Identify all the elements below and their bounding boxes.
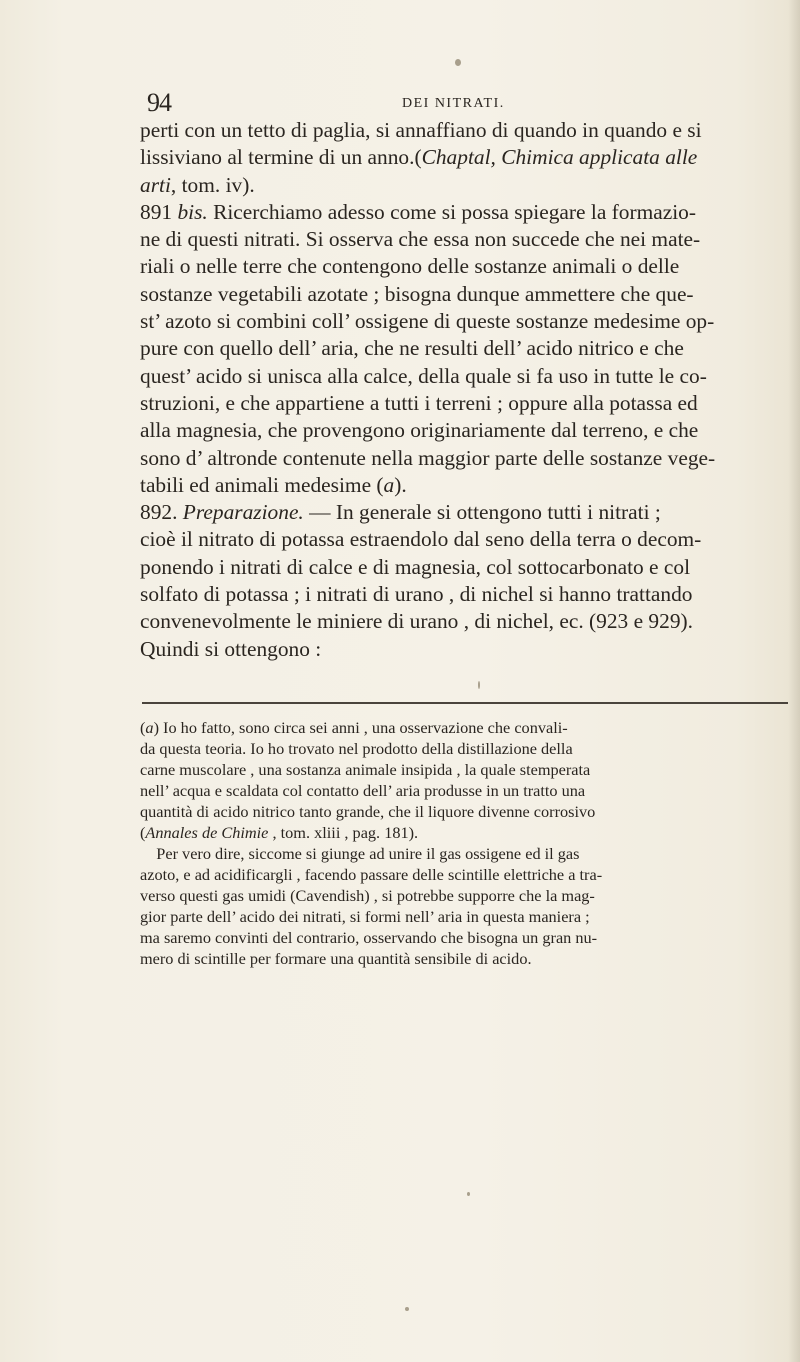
- footnote-line: [140, 801, 800, 822]
- page-header: [147, 88, 677, 118]
- text-line: [140, 253, 800, 280]
- text-run: — In generale si ottengono tutti i nitrati ;: [303, 500, 661, 525]
- footnote-line: [140, 717, 800, 738]
- footnote-line: [140, 885, 800, 906]
- text-run: ne di questi nitrati. Si osserva che essa non succede che nei mate-: [140, 227, 701, 252]
- main-text: [140, 117, 800, 663]
- running-head: DEI NITRATI.: [402, 96, 505, 111]
- text-line: [140, 445, 800, 472]
- text-run: Quindi si ottengono :: [140, 636, 322, 661]
- text-line: [140, 363, 800, 390]
- italic-text: Annales de Chimie: [145, 823, 269, 842]
- footnote-line: [140, 864, 800, 885]
- footnote-line: [140, 927, 800, 948]
- text-line: [140, 117, 800, 144]
- text-run: (: [140, 718, 146, 737]
- text-run: (: [140, 823, 146, 842]
- footnote-line: [140, 759, 800, 780]
- paper-speck: [455, 59, 461, 66]
- text-run: perti con un tetto di paglia, si annaffiano di quando in quando e si: [140, 118, 702, 142]
- text-line: [140, 144, 800, 171]
- text-run: ma saremo convinti del contrario, osservando che bisogna un gran nu-: [140, 928, 598, 947]
- footnote-line: [140, 948, 800, 969]
- text-run: 892.: [140, 500, 183, 525]
- text-run: lissiviano al termine di un anno.(: [140, 145, 422, 170]
- text-run: nell’ acqua e scaldata col contatto dell’ aria produsse in un tratto una: [140, 781, 586, 800]
- italic-text: bis.: [177, 199, 208, 224]
- footnote-line: [140, 906, 800, 927]
- text-run: convenevolmente le miniere di urano , di nichel, ec. (923 e 929).: [140, 609, 693, 634]
- text-line: [140, 199, 800, 226]
- footnote-line: [140, 780, 800, 801]
- text-run: tabili ed animali medesime (: [140, 472, 384, 497]
- text-run: , tom. iv).: [170, 172, 255, 197]
- text-run: mero di scintille per formare una quantità sensibile di acido.: [140, 949, 532, 968]
- text-line: [140, 335, 800, 362]
- text-line: [140, 608, 800, 635]
- text-run: quantità di acido nitrico tanto grande, che il liquore divenne corrosivo: [140, 802, 596, 821]
- text-run: da questa teoria. Io ho trovato nel prodotto della distillazione della: [140, 739, 573, 758]
- text-line: [140, 499, 800, 526]
- text-run: pure con quello dell’ aria, che ne resulti dell’ acido nitrico e che: [140, 336, 684, 361]
- text-line: [140, 581, 800, 608]
- text-line: [140, 526, 800, 553]
- paper-speck: [405, 1307, 409, 1311]
- italic-text: Preparazione.: [182, 500, 304, 525]
- text-run: gior parte dell’ acido dei nitrati, si formi nell’ aria in questa maniera ;: [140, 907, 590, 926]
- footnote: [140, 717, 800, 969]
- footnote-divider: [142, 702, 788, 704]
- text-line: [140, 172, 800, 199]
- footnote-line: [140, 822, 800, 843]
- text-line: [140, 226, 800, 253]
- text-line: [140, 417, 800, 444]
- text-line: [140, 554, 800, 581]
- text-run: riali o nelle terre che contengono delle sostanze animali o delle: [140, 254, 680, 279]
- italic-text: arti: [140, 172, 171, 197]
- text-line: [140, 308, 800, 335]
- footnote-line: [140, 843, 800, 864]
- text-line: [140, 636, 800, 663]
- text-run: sono d’ altronde contenute nella maggior parte delle sostanze vege-: [140, 445, 716, 470]
- text-run: ponendo i nitrati di calce e di magnesia, col sottocarbonato e col: [140, 554, 691, 579]
- text-run: sostanze vegetabili azotate ; bisogna dunque ammettere che que-: [140, 281, 694, 306]
- text-run: verso questi gas umidi (Cavendish) , si potrebbe supporre che la mag-: [140, 886, 595, 905]
- paper-speck: [467, 1192, 470, 1196]
- italic-text: Chaptal, Chimica applicata alle: [421, 145, 698, 170]
- text-run: alla magnesia, che provengono originariamente dal terreno, e che: [140, 418, 699, 443]
- text-run: Per vero dire, siccome si giunge ad unire il gas ossigene ed il gas: [140, 844, 580, 863]
- text-run: struzioni, e che appartiene a tutti i terreni ; oppure alla potassa ed: [140, 390, 698, 415]
- text-run: solfato di potassa ; i nitrati di urano , di nichel si hanno trattando: [140, 582, 693, 607]
- text-line: [140, 390, 800, 417]
- text-run: cioè il nitrato di potassa estraendolo dal seno della terra o decom-: [140, 527, 702, 552]
- text-line: [140, 472, 800, 499]
- italic-text: a: [383, 472, 395, 497]
- text-run: ).: [394, 472, 407, 497]
- text-line: [140, 281, 800, 308]
- footnote-line: [140, 738, 800, 759]
- paper-speck: [478, 681, 480, 689]
- text-run: carne muscolare , una sostanza animale insipida , la quale stemperata: [140, 760, 591, 779]
- text-run: ) Io ho fatto, sono circa sei anni , una osservazione che convali-: [153, 718, 568, 737]
- text-run: Ricerchiamo adesso come si possa spiegare la formazio-: [207, 199, 696, 224]
- text-run: st’ azoto si combini coll’ ossigene di queste sostanze medesime op-: [140, 309, 715, 334]
- text-run: , tom. xliii , pag. 181).: [268, 823, 419, 842]
- page-number: 94: [147, 88, 171, 117]
- italic-text: a: [145, 718, 154, 737]
- text-run: 891: [140, 199, 178, 224]
- text-run: quest’ acido si unisca alla calce, della quale si fa uso in tutte le co-: [140, 363, 707, 388]
- text-run: azoto, e ad acidificargli , facendo passare delle scintille elettriche a tra-: [140, 865, 603, 884]
